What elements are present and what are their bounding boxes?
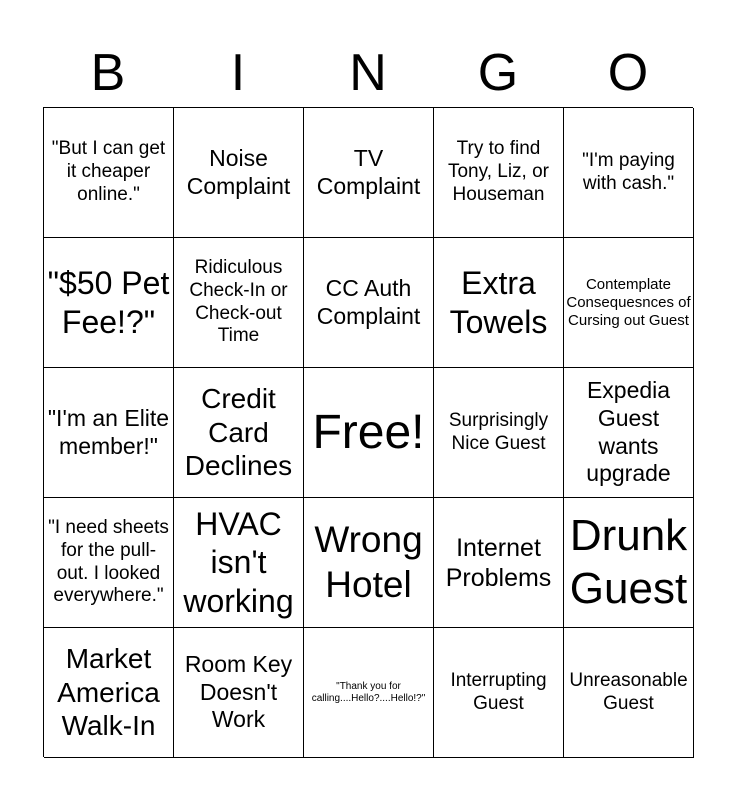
bingo-cell-text: "Thank you for calling....Hello?....Hello!?": [311, 680, 426, 704]
header-letter-o: O: [607, 44, 649, 102]
bingo-cell-text: CC Auth Complaint: [316, 274, 421, 329]
bingo-header: [43, 40, 693, 106]
bingo-cell-5-1[interactable]: [44, 628, 174, 758]
bingo-cell-3-1[interactable]: [44, 368, 174, 498]
bingo-cell-5-2[interactable]: [174, 628, 304, 758]
bingo-cell-text: TV Complaint: [316, 144, 421, 199]
bingo-cell-4-2[interactable]: [174, 498, 304, 628]
bingo-cell-4-5[interactable]: [564, 498, 694, 628]
bingo-cell-5-4[interactable]: [434, 628, 564, 758]
bingo-cell-5-5[interactable]: [564, 628, 694, 758]
bingo-cell-1-3[interactable]: [304, 108, 434, 238]
header-letter-i: I: [230, 44, 246, 102]
bingo-cell-text: "I'm paying with cash.": [582, 149, 675, 194]
bingo-cell-text: HVAC isn't working: [183, 505, 294, 619]
bingo-cell-2-4[interactable]: [434, 238, 564, 368]
bingo-cell-1-2[interactable]: [174, 108, 304, 238]
bingo-cell-text: Try to find Tony, Liz, or Houseman: [447, 138, 550, 205]
bingo-cell-text: "But I can get it cheaper online.": [51, 138, 166, 205]
free-space: Free!: [312, 405, 425, 459]
bingo-cell-text: Noise Complaint: [186, 144, 291, 199]
bingo-cell-text: Extra Towels: [449, 265, 548, 340]
bingo-board: [43, 107, 693, 757]
bingo-cell-5-3[interactable]: [304, 628, 434, 758]
bingo-cell-text: Expedia Guest wants upgrade: [586, 377, 671, 487]
bingo-cell-2-1[interactable]: [44, 238, 174, 368]
bingo-cell-3-2[interactable]: [174, 368, 304, 498]
bingo-cell-text: "I'm an Elite member!": [47, 404, 170, 459]
bingo-cell-text: Internet Problems: [445, 533, 552, 592]
bingo-cell-4-4[interactable]: [434, 498, 564, 628]
bingo-cell-text: Unreasonable Guest: [569, 669, 688, 714]
header-letter-n: N: [349, 44, 387, 102]
bingo-cell-text: Room Key Doesn't Work: [184, 651, 293, 733]
bingo-cell-3-4[interactable]: [434, 368, 564, 498]
bingo-cell-4-1[interactable]: [44, 498, 174, 628]
bingo-cell-text: Wrong Hotel: [314, 519, 423, 605]
bingo-cell-text: "$50 Pet Fee!?": [47, 265, 170, 340]
bingo-cell-text: Ridiculous Check-In or Check-out Time: [189, 256, 288, 347]
bingo-cell-text: Surprisingly Nice Guest: [448, 409, 549, 454]
bingo-cell-text: "I need sheets for the pull-out. I looked everywhere.": [48, 516, 169, 607]
bingo-cell-1-5[interactable]: [564, 108, 694, 238]
header-letter-g: G: [477, 44, 519, 102]
bingo-cell-2-5[interactable]: [564, 238, 694, 368]
bingo-cell-2-3[interactable]: [304, 238, 434, 368]
bingo-cell-1-4[interactable]: [434, 108, 564, 238]
bingo-cell-3-5[interactable]: [564, 368, 694, 498]
bingo-cell-4-3[interactable]: [304, 498, 434, 628]
bingo-cell-text: Contemplate Consequesnces of Cursing out Guest: [566, 275, 691, 329]
bingo-cell-text: Drunk Guest: [569, 510, 688, 613]
bingo-cell-2-2[interactable]: [174, 238, 304, 368]
bingo-cell-text: Interrupting Guest: [450, 669, 547, 714]
bingo-cell-text: Market America Walk-In: [57, 643, 160, 742]
bingo-cell-text: Credit Card Declines: [184, 383, 293, 482]
bingo-cell-3-3[interactable]: [304, 368, 434, 498]
bingo-cell-1-1[interactable]: [44, 108, 174, 238]
header-letter-b: B: [90, 44, 126, 102]
